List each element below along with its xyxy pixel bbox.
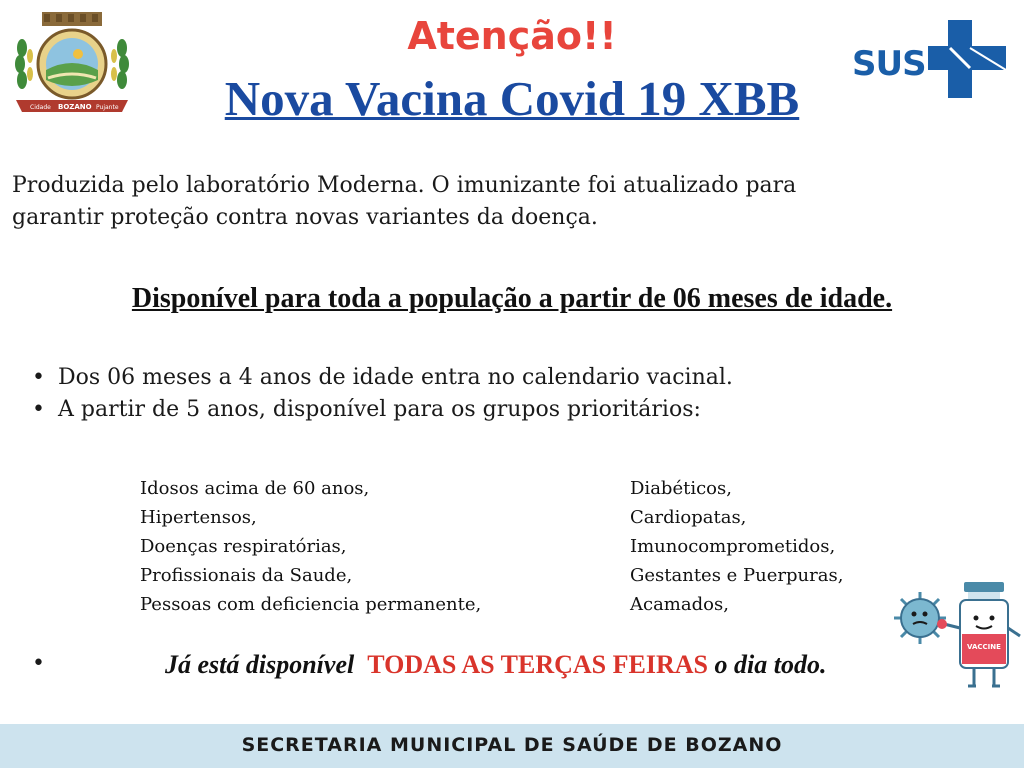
sus-logo-text: SUS bbox=[852, 44, 926, 84]
page-title: Nova Vacina Covid 19 XBB bbox=[224, 71, 800, 126]
group-item: Profissionais da Saude, bbox=[140, 565, 353, 586]
availability-heading: Disponível para toda a população a partir de 06 meses de idade. bbox=[131, 283, 893, 314]
group-item: Acamados, bbox=[630, 594, 729, 615]
list-item: • A partir de 5 anos, disponível para os grupos prioritários: bbox=[30, 394, 1010, 426]
intro-line-1: Produzida pelo laboratório Moderna. O imunizante foi atualizado para bbox=[12, 173, 797, 198]
final-bullet-marker: • bbox=[32, 651, 45, 676]
crest-banner-left: Cidade bbox=[30, 104, 51, 111]
priority-groups-left bbox=[140, 474, 481, 619]
virus-icon bbox=[894, 592, 946, 644]
group-item: Idosos acima de 60 anos, bbox=[140, 478, 370, 499]
alert-heading: Atenção!! bbox=[407, 14, 617, 58]
sus-cross-icon bbox=[850, 18, 1010, 100]
crest-banner-center: BOZANO bbox=[58, 103, 92, 111]
bullet-list bbox=[30, 362, 1010, 426]
intro-paragraph bbox=[12, 170, 1012, 234]
footer-text: SECRETARIA MUNICIPAL DE SAÚDE DE BOZANO bbox=[241, 734, 783, 756]
crest-banner-right: Pujante bbox=[96, 104, 119, 111]
footer-bar bbox=[0, 724, 1024, 768]
sus-logo bbox=[850, 18, 1010, 100]
list-item: • Dos 06 meses a 4 anos de idade entra no calendario vacinal. bbox=[30, 362, 1010, 394]
group-item: Diabéticos, bbox=[630, 478, 732, 499]
group-item: Imunocomprometidos, bbox=[630, 536, 836, 557]
group-item: Gestantes e Puerpuras, bbox=[630, 565, 844, 586]
schedule-suffix: o dia todo. bbox=[708, 650, 827, 679]
vaccine-vial-icon bbox=[937, 582, 1020, 686]
group-item: Hipertensos, bbox=[140, 507, 257, 528]
group-item: Cardiopatas, bbox=[630, 507, 747, 528]
schedule-prefix: Já está disponível bbox=[165, 650, 368, 679]
group-item: Doenças respiratórias, bbox=[140, 536, 347, 557]
schedule-notice bbox=[165, 650, 826, 680]
group-item: Pessoas com deficiencia permanente, bbox=[140, 594, 482, 615]
virus-vaccine-illustration bbox=[888, 578, 1024, 694]
schedule-highlight: TODAS AS TERÇAS FEIRAS bbox=[367, 650, 708, 679]
priority-groups-right bbox=[630, 474, 843, 619]
vial-label: VACCINE bbox=[967, 643, 1001, 651]
intro-line-2: garantir proteção contra novas variantes da doença. bbox=[12, 205, 598, 230]
